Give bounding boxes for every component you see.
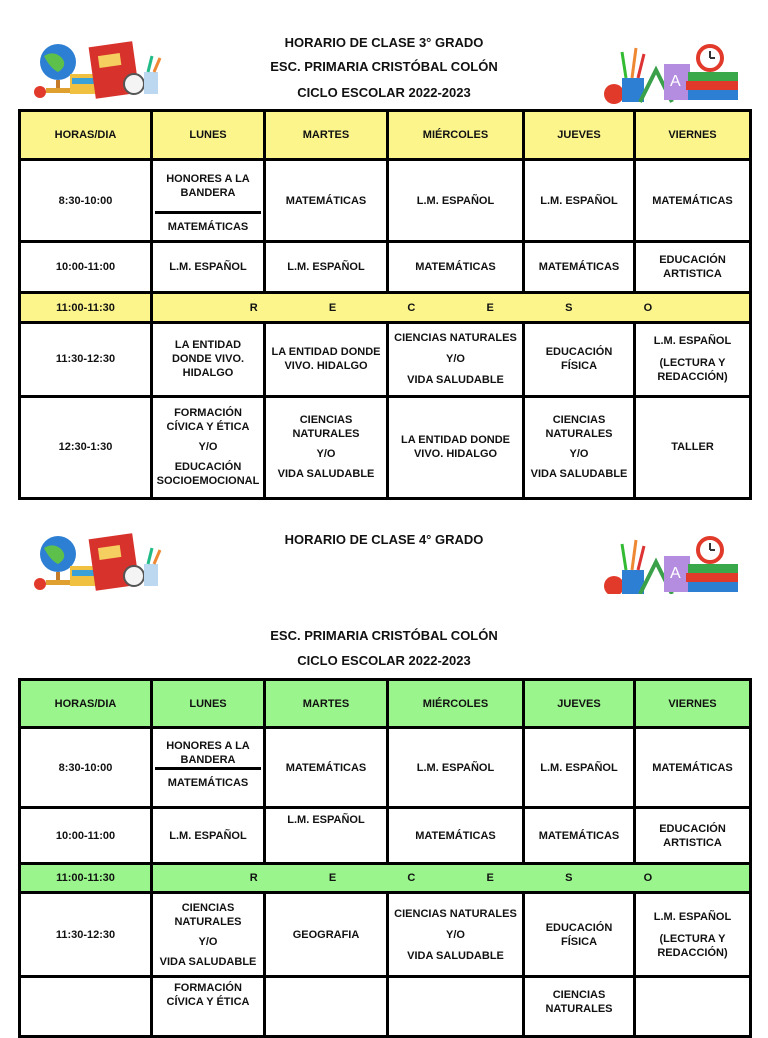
class-text: VIDA SALUDABLE <box>530 468 628 481</box>
time-cell: 10:00-11:00 <box>20 242 152 293</box>
header-cell: JUEVES <box>524 680 635 728</box>
schedule1-table <box>18 109 752 500</box>
class-cell: L.M. ESPAÑOL <box>388 160 524 242</box>
class-cell <box>524 396 635 498</box>
time-cell: 11:30-12:30 <box>20 322 152 396</box>
table-row <box>20 728 751 808</box>
schedule1-school: ESC. PRIMARIA CRISTÓBAL COLÓN <box>270 59 498 74</box>
class-text: CIENCIAS NATURALES <box>174 901 242 928</box>
class-cell: L.M. ESPAÑOL <box>524 160 635 242</box>
class-cell: EDUCACIÓN ARTISTICA <box>635 242 751 293</box>
class-cell: MATEMÁTICAS <box>524 808 635 864</box>
class-cell: MATEMÁTICAS <box>388 242 524 293</box>
class-text: (LECTURA Y REDACCIÓN) <box>657 357 728 384</box>
class-cell <box>524 977 635 1037</box>
header-cell: HORAS/DIA <box>20 111 152 160</box>
class-text: CIENCIAS NATURALES <box>292 414 360 441</box>
class-text: FORMACIÓN CÍVICA Y ÉTICA <box>166 407 250 434</box>
class-cell <box>635 322 751 396</box>
class-text: CIENCIAS NATURALES <box>394 332 517 345</box>
header-cell: VIERNES <box>635 111 751 160</box>
schedule1-title: HORARIO DE CLASE 3° GRADO <box>284 35 484 50</box>
class-cell <box>152 893 265 977</box>
table-row <box>20 808 751 864</box>
header-cell: MARTES <box>265 680 388 728</box>
time-cell: 11:30-12:30 <box>20 893 152 977</box>
recess-letter: E <box>486 301 494 314</box>
class-cell: EDUCACIÓN FÍSICA <box>524 893 635 977</box>
class-cell: L.M. ESPAÑOL <box>152 242 265 293</box>
header-cell: VIERNES <box>635 680 751 728</box>
class-cell <box>152 160 265 242</box>
class-cell: MATEMÁTICAS <box>388 808 524 864</box>
class-text: VIDA SALUDABLE <box>407 949 504 962</box>
recess-letter: R <box>249 872 258 884</box>
recess-letter: O <box>643 301 653 314</box>
class-cell: LA ENTIDAD DONDE VIVO. HIDALGO <box>388 396 524 498</box>
table-row <box>20 322 751 396</box>
class-text: FORMACIÓN CÍVICA Y ÉTICA <box>166 982 250 1008</box>
time-cell <box>20 977 152 1037</box>
class-cell <box>635 893 751 977</box>
class-cell <box>265 396 388 498</box>
class-cell: L.M. ESPAÑOL <box>388 728 524 808</box>
class-cell: L.M. ESPAÑOL <box>265 808 388 864</box>
class-cell: MATEMÁTICAS <box>265 728 388 808</box>
time-cell: 8:30-10:00 <box>20 728 152 808</box>
recess-row <box>20 293 751 323</box>
recess-letter: C <box>407 301 416 314</box>
class-cell <box>388 893 524 977</box>
schedule2-school: ESC. PRIMARIA CRISTÓBAL COLÓN <box>270 628 498 643</box>
recess-letter: E <box>328 872 337 884</box>
class-cell: GEOGRAFIA <box>265 893 388 977</box>
class-cell <box>152 728 265 808</box>
recess-letter: C <box>407 872 416 884</box>
class-text: Y/O <box>198 935 218 948</box>
class-text: HONORES A LA BANDERA <box>155 739 261 770</box>
schedule1-cycle: CICLO ESCOLAR 2022-2023 <box>297 85 471 100</box>
class-cell: MATEMÁTICAS <box>265 160 388 242</box>
class-cell: L.M. ESPAÑOL <box>265 242 388 293</box>
time-cell: 8:30-10:00 <box>20 160 152 242</box>
class-text: Y/O <box>446 928 465 941</box>
header-cell: JUEVES <box>524 111 635 160</box>
table-row <box>20 893 751 977</box>
table-row <box>20 977 751 1037</box>
class-text: (LECTURA Y REDACCIÓN) <box>657 932 728 959</box>
class-text: Y/O <box>569 448 589 461</box>
header-cell: HORAS/DIA <box>20 680 152 728</box>
class-cell <box>388 977 524 1037</box>
class-cell <box>152 396 265 498</box>
class-cell: MATEMÁTICAS <box>524 242 635 293</box>
time-cell: 10:00-11:00 <box>20 808 152 864</box>
class-cell: L.M. ESPAÑOL <box>152 808 265 864</box>
class-text: VIDA SALUDABLE <box>159 955 257 968</box>
class-text: Y/O <box>198 441 218 454</box>
class-cell: MATEMÁTICAS <box>635 728 751 808</box>
class-cell: L.M. ESPAÑOL <box>524 728 635 808</box>
time-cell: 11:00-11:30 <box>20 864 152 893</box>
class-text: L.M. ESPAÑOL <box>653 335 732 348</box>
svg-text:A: A <box>670 565 681 582</box>
class-text: MATEMÁTICAS <box>167 777 249 789</box>
class-cell: TALLER <box>635 396 751 498</box>
table-row <box>20 396 751 498</box>
class-cell: LA ENTIDAD DONDE VIVO. HIDALGO <box>152 322 265 396</box>
recess-letter: S <box>565 301 573 314</box>
class-text: CIENCIAS NATURALES <box>545 414 613 441</box>
class-text: Y/O <box>316 448 336 461</box>
schedule2-title: HORARIO DE CLASE 4° GRADO <box>284 532 484 547</box>
class-text: VIDA SALUDABLE <box>407 374 504 387</box>
class-text: VIDA SALUDABLE <box>277 468 375 481</box>
schedule2-table <box>18 678 752 1038</box>
recess-cell <box>152 293 751 323</box>
header-cell: MARTES <box>265 111 388 160</box>
class-text: CIENCIAS NATURALES <box>545 989 613 1015</box>
class-cell: EDUCACIÓN FÍSICA <box>524 322 635 396</box>
class-text: EDUCACIÓN SOCIOEMOCIONAL <box>156 461 260 488</box>
class-text: L.M. ESPAÑOL <box>653 910 732 923</box>
class-cell <box>152 977 265 1037</box>
header-cell: MIÉRCOLES <box>388 111 524 160</box>
class-cell: MATEMÁTICAS <box>635 160 751 242</box>
table-row <box>20 160 751 242</box>
class-text: Y/O <box>446 353 465 366</box>
recess-letter: E <box>328 301 337 314</box>
class-cell <box>388 322 524 396</box>
header-row <box>20 680 751 728</box>
header-row <box>20 111 751 160</box>
recess-letter: R <box>249 301 258 314</box>
recess-row <box>20 864 751 893</box>
class-text: MATEMÁTICAS <box>167 221 249 234</box>
time-cell: 12:30-1:30 <box>20 396 152 498</box>
recess-cell <box>152 864 751 893</box>
header-cell: LUNES <box>152 680 265 728</box>
class-cell: LA ENTIDAD DONDE VIVO. HIDALGO <box>265 322 388 396</box>
time-cell: 11:00-11:30 <box>20 293 152 323</box>
header-cell: MIÉRCOLES <box>388 680 524 728</box>
class-text: CIENCIAS NATURALES <box>394 907 517 920</box>
svg-text:A: A <box>670 73 681 90</box>
recess-letter: E <box>486 872 494 884</box>
class-text: HONORES A LA BANDERA <box>155 161 261 214</box>
recess-letter: S <box>565 872 573 884</box>
schedule2-cycle: CICLO ESCOLAR 2022-2023 <box>297 653 471 668</box>
class-cell <box>265 977 388 1037</box>
class-cell: EDUCACIÓN ARTISTICA <box>635 808 751 864</box>
recess-letter: O <box>643 872 653 884</box>
header-cell: LUNES <box>152 111 265 160</box>
table-row <box>20 242 751 293</box>
class-cell <box>635 977 751 1037</box>
